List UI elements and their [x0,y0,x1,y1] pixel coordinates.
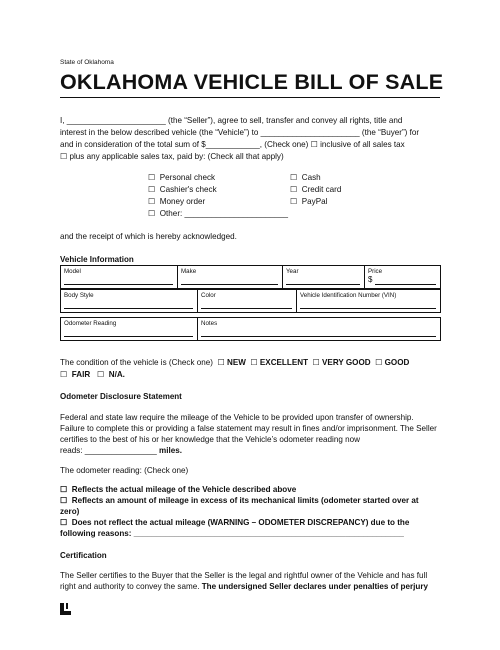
vehicle-info-table [60,265,441,289]
model-field[interactable]: Model [61,266,178,289]
odometer-option-excess-cont: zero) [60,507,80,516]
certification-heading: Certification [60,551,107,560]
odometer-option-actual[interactable]: ☐ Reflects the actual mileage of the Vehicle described above [60,485,297,494]
condition-good: GOOD [384,358,410,367]
receipt-text: and the receipt of which is hereby acknowledged. [60,232,237,241]
checkbox-icon[interactable]: ☐ [250,358,258,367]
odometer-reading-field[interactable]: Odometer Reading [61,318,198,341]
odometer-line-1: Federal and state law require the mileage of the Vehicle to be provided upon transfer of ownership. [60,413,414,422]
checkbox-icon[interactable]: ☐ [290,197,298,206]
brand-logo-icon [60,603,72,615]
condition-excellent: EXCELLENT [259,358,309,367]
odometer-line-4: reads: ________________ miles. [60,446,182,455]
make-field[interactable]: Make [178,266,283,289]
certification-line-2: right and authority to convey the same. The undersigned Seller declares under penalties of perjury [60,582,428,591]
condition-new: NEW [226,358,246,367]
payment-option[interactable]: ☐ Money order [148,197,206,206]
checkbox-icon[interactable]: ☐ [60,370,68,379]
condition-very-good: VERY GOOD [322,358,371,367]
odometer-option-excess[interactable]: ☐ Reflects an amount of mileage in excess of its mechanical limits (odometer started over at [60,496,419,505]
payment-option[interactable]: ☐ Other: _______________________ [148,209,289,218]
checkbox-icon[interactable]: ☐ [290,173,298,182]
vehicle-info-table-row-3 [60,317,441,341]
intro-line-3: and in consideration of the total sum of $____________, (Check one) ☐ inclusive of all sales tax [60,140,405,149]
checkbox-icon[interactable]: ☐ [148,185,156,194]
payment-option[interactable]: ☐ Cashier's check [148,185,217,194]
checkbox-icon[interactable]: ☐ [312,358,320,367]
year-field[interactable]: Year [283,266,365,289]
odometer-line-2: Failure to complete this or providing a false statement may result in fines and/or imprisonment. The Seller [60,424,437,433]
odometer-heading: Odometer Disclosure Statement [60,392,182,401]
color-field[interactable]: Color [198,290,297,313]
checkbox-icon[interactable]: ☐ [217,358,225,367]
checkbox-icon[interactable]: ☐ [148,209,156,218]
condition-na: N/A. [108,370,125,379]
document-title: OKLAHOMA VEHICLE BILL OF SALE [60,70,440,98]
vin-field[interactable]: Vehicle Identification Number (VIN) [297,290,441,313]
notes-field[interactable]: Notes [198,318,441,341]
payment-option[interactable]: ☐ Credit card [290,185,342,194]
checkbox-icon[interactable]: ☐ [148,197,156,206]
checkbox-icon[interactable]: ☐ [60,518,68,527]
odometer-reading-label: The odometer reading: (Check one) [60,466,189,475]
price-field[interactable]: Price $ [365,266,441,289]
intro-line-4: ☐ plus any applicable sales tax, paid by: (Check all that apply) [60,152,284,161]
vehicle-info-heading: Vehicle Information [60,255,134,264]
checkbox-icon[interactable]: ☐ [60,496,68,505]
checkbox-icon[interactable]: ☐ [290,185,298,194]
condition-line-2 [60,369,125,379]
odometer-line-3: certifies to the best of his or her knowledge that the Vehicle’s odometer reading now [60,435,360,444]
body-style-field[interactable]: Body Style [61,290,198,313]
odometer-reasons-line: following reasons: ____________________________________________________________ [60,529,404,538]
checkbox-icon[interactable]: ☐ [148,173,156,182]
state-label: State of Oklahoma [60,59,114,66]
odometer-option-discrepancy[interactable]: ☐ Does not reflect the actual mileage (WARNING – ODOMETER DISCREPANCY) due to the [60,518,410,527]
checkbox-icon[interactable]: ☐ [60,485,68,494]
vehicle-info-table-row-2 [60,289,441,313]
condition-line-1: The condition of the vehicle is (Check one) ☐ NEW ☐ EXCELLENT ☐ VERY GOOD ☐ GOOD [60,358,410,367]
condition-fair: FAIR [71,370,91,379]
checkbox-icon[interactable]: ☐ [375,358,383,367]
checkbox-icon[interactable]: ☐ [96,370,105,379]
intro-line-1: I, ______________________ (the “Seller”), agree to sell, transfer and convey all rights, title and [60,116,403,125]
payment-option[interactable]: ☐ PayPal [290,197,328,206]
payment-option[interactable]: ☐ Cash [290,173,321,182]
certification-line-1: The Seller certifies to the Buyer that the Seller is the legal and rightful owner of the Vehicle and has full [60,571,428,580]
intro-line-2: interest in the below described vehicle (the “Vehicle”) to ______________________ (the “Buyer”) for [60,128,420,137]
payment-option[interactable]: ☐ Personal check [148,173,216,182]
